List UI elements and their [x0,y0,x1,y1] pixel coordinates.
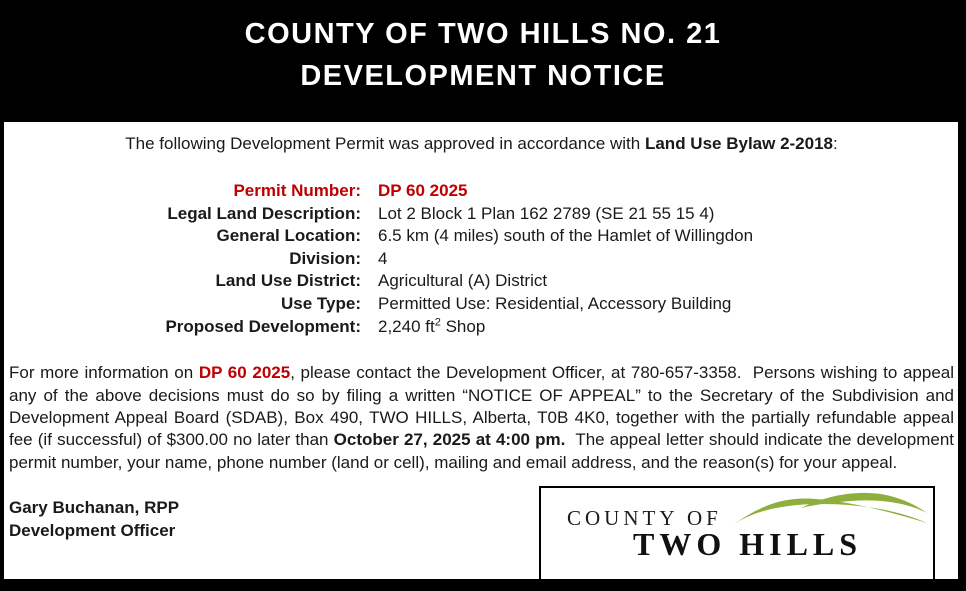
logo-county-of-text: COUNTY OF [567,506,722,531]
appeal-paragraph [9,362,954,474]
table-row-legal-land-description [9,203,954,226]
bottom-row [9,486,954,586]
table-row-permit-number [9,180,954,203]
permit-details-table [9,180,954,338]
table-row-general-location [9,225,954,248]
detail-label: Division: [289,248,361,268]
intro-prefix: The following Development Permit was approved in accordance with [125,134,645,153]
detail-label: Land Use District: [215,271,361,291]
two-hills-icon [731,491,929,529]
detail-value-base: 2,240 ft [378,316,435,336]
county-logo-box [539,486,935,581]
appeal-deadline: October 27, 2025 at 4:00 pm. [333,430,566,450]
paragraph-segment: The appeal letter should indicate the development permit number, your name, phone number (land or cell), mailing and email address, and the reason(s) for your appeal. [9,430,954,472]
table-row-land-use-district [9,270,954,293]
page-title-line-1: COUNTY OF TWO HILLS NO. 21 [244,18,722,50]
table-row-proposed-development [9,316,954,339]
paragraph-segment: For more information on [9,363,199,383]
detail-value: DP 60 2025 [378,181,468,200]
detail-label: Permit Number: [233,181,361,200]
detail-value: 4 [378,248,388,268]
detail-label: Use Type: [281,293,361,313]
logo-two-hills-text: TWO HILLS [633,526,863,563]
signature-title: Development Officer [9,521,176,541]
detail-value: Lot 2 Block 1 Plan 162 2789 (SE 21 55 15 4) [378,203,715,223]
detail-value-rest: Shop [440,316,486,336]
signature-name: Gary Buchanan, RPP [9,498,180,518]
notice-body [0,122,966,591]
page-title-line-2: DEVELOPMENT NOTICE [300,60,666,92]
detail-label: General Location: [216,226,361,246]
detail-value: Permitted Use: Residential, Accessory Building [378,293,732,313]
permit-number-inline: DP 60 2025 [198,363,291,383]
detail-value: 6.5 km (4 miles) south of the Hamlet of Willingdon [378,226,754,246]
header-banner [0,0,966,122]
detail-label: Legal Land Description: [167,203,361,223]
detail-value-superscript: 2 [434,315,441,328]
intro-text [9,133,954,154]
paragraph-segment: , please contact the Development Officer, at 780-657-3358. Persons wishing to appeal any of the above decisions must do so by filing a written “NOTICE OF APPEAL” to the Secretary of the Subdivision and Development Appeal Board (SDAB), Box 490, TWO HILLS, Alberta, T0B 4K0, together with the partially refundable appeal fee (if successful) of $300.00 no later than [9,363,955,450]
detail-value [378,316,485,339]
bylaw-reference: Land Use Bylaw 2-2018 [644,134,833,153]
table-row-use-type [9,293,954,316]
intro-suffix: : [833,134,838,153]
table-row-division [9,248,954,271]
detail-label: Proposed Development: [165,316,361,336]
detail-value: Agricultural (A) District [378,271,548,291]
